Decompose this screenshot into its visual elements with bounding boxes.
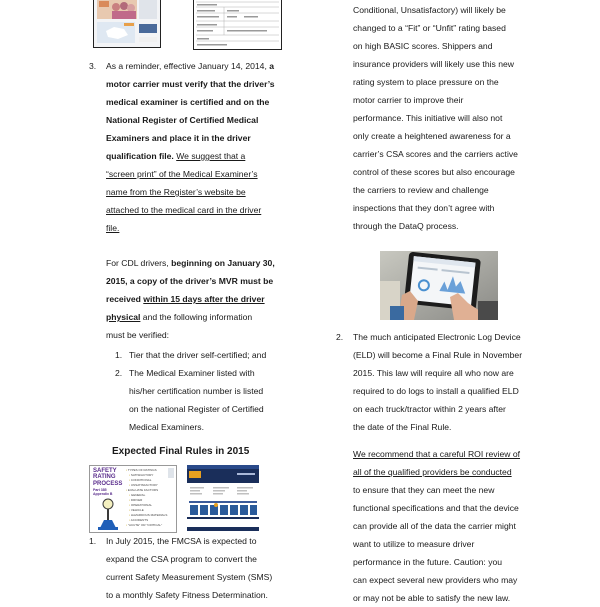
bullet-icon: ▪ [129,493,131,497]
text-line: changed to a “Fit” or “Unfit” rating based [353,23,506,33]
list-number: 2. [115,368,123,378]
text-line [353,499,519,517]
bullet-text: ACCIDENTS [130,518,149,522]
list-number: 1. [115,350,123,360]
safety-subtitle-line: Part 385 [93,488,107,492]
text-line: on high BASIC scores. Shippers and [353,41,493,51]
text-run: can provide all of the data the carrier might [353,521,516,531]
medical-form-screenshot [193,0,282,50]
bold-text: a [269,61,274,71]
bullet-icon: ▪ [129,503,131,507]
text-run: functional specifications and that the device [353,503,519,513]
sublist-line: The Medical Examiner listed with [129,368,255,378]
item-line: to a monthly Safety Fitness Determination. [106,590,268,600]
bullet-text: HAZARDOUS MATERIALS [130,513,168,517]
bullet-icon: ▪ [126,468,128,472]
text-line [106,201,261,219]
item-line: required to do logs to install a qualified ELD [353,386,519,396]
text-run: or may not be able to satisfy the new law. [353,593,511,603]
item-line: on each truck/tractor within 2 years after [353,404,506,414]
bullet-text: UNSATISFACTORY [130,483,158,487]
item-line: 2015. This law will require all who now are [353,368,514,378]
bullet-icon: ▪ [126,488,128,492]
list-number: 3. [89,61,97,71]
bold-text: qualification file. [106,151,174,161]
sublist-line: on the national Register of Certified [129,404,264,414]
text-line: insurance providers will likely use this new [353,59,514,69]
safety-subtitle-line: Appendix B [93,492,113,496]
text-run: performance in the future. Caution: you [353,557,503,567]
text-line [106,308,252,326]
underlined-text: attached to the medical card in the driver [106,205,262,215]
bold-text: 2015, a copy of the driver’s MVR must be [106,276,274,286]
text-line [106,219,119,237]
text-run: want to utilize to measure driver [353,539,475,549]
website-thumbnail-graphic [94,0,160,47]
bullet-text: TYPES OF RATINGS [127,468,157,472]
item-line: In July 2015, the FMCSA is expected to [106,536,257,546]
bullet-icon: ▪ [129,508,131,512]
bullet-icon: ▪ [129,483,131,487]
text-line [353,481,494,499]
form-thumbnail-graphic [194,0,281,49]
bullet-text: GENERAL [130,493,146,497]
item-line: current Safety Measurement System (SMS) [106,572,273,582]
text-line: motor carrier to improve their [353,95,464,105]
underlined-text: physical [106,312,141,322]
text-line: through the DataQ process. [353,221,459,231]
text-line [106,326,169,344]
rating-bullet [126,523,167,528]
bullet-text: EVALUATE FACTORS [127,488,159,492]
bullet-icon: ▪ [129,473,131,477]
text-line [106,254,275,272]
text-line [106,290,265,308]
text-line [106,111,258,129]
portal-graphic [187,465,259,531]
safety-title-line: RATING [93,474,116,481]
safety-title-line: SAFETY [93,468,117,474]
text-line [106,165,258,183]
list-number: 2. [336,332,344,342]
safety-title [93,468,122,487]
section-heading: Expected Final Rules in 2015 [112,446,250,457]
item-line: the date of the Final Rule. [353,422,452,432]
text-line [353,517,516,535]
sublist-line: Medical Examiners. [129,422,204,432]
text-line [353,445,520,463]
safety-subtitle [93,488,112,496]
text-line [106,75,275,93]
bullet-text: DRIVER [130,498,143,502]
bullet-icon: ▪ [129,478,131,482]
bullet-text: SATISFACTORY [130,473,154,477]
text-line [106,129,251,147]
text-line [106,272,273,290]
item-line: (ELD) will become a Final Rule in November [353,350,523,360]
text-run: must be verified: [106,330,170,340]
safety-title-line: PROCESS [93,480,123,487]
text-line: rating system to place pressure on the [353,77,499,87]
text-run: to ensure that they can meet the new [353,485,495,495]
text-line [353,589,510,607]
underlined-text: We suggest that a [176,151,246,161]
bullet-icon: ▪ [129,498,131,502]
text-line [353,553,502,571]
bullet-text: "ACUTE" OR "CRITICAL" [127,523,163,527]
bullet-icon: ▪ [129,518,131,522]
underlined-text: We recommend that a careful ROI review of [353,449,521,459]
bold-text: National Register of Certified Medical [106,115,259,125]
underlined-text: name from the Register’s website be [106,187,246,197]
text-line [353,571,517,589]
bold-text: motor carrier must verify that the driver’s [106,79,275,89]
scale-icon [96,498,120,530]
text-line [106,57,274,75]
rating-types-list [126,468,167,528]
item-line: The much anticipated Electronic Log Device [353,332,521,342]
logo-mark [168,468,174,478]
bold-text: Examiners and place it in the driver [106,133,251,143]
text-line: carrier’s CSA scores and the carriers active [353,149,518,159]
sublist-line: Tier that the driver self-certified; and [129,350,267,360]
text-line [106,183,246,201]
text-line: inspections that they don’t agree with [353,203,495,213]
bold-text: beginning on January 30, [171,258,275,268]
sublist-line: his/her certification number is listed [129,386,264,396]
tablet-analytics-photo [380,251,498,320]
bullet-text: OPERATIONAL [130,503,153,507]
text-line: control of these scores but also encourage [353,167,515,177]
underlined-text: within 15 days after the driver [143,294,265,304]
safety-rating-process-image [89,465,177,533]
text-line [353,463,512,481]
text-run: As a reminder, effective January 14, 2014, [106,61,270,71]
text-line [353,535,474,553]
underlined-text: file. [106,223,120,233]
bullet-icon: ▪ [126,523,128,527]
text-run: and the following information [140,312,253,322]
text-line: Conditional, Unsatisfactory) will likely be [353,5,506,15]
underlined-text: “screen print” of the Medical Examiner’s [106,169,258,179]
item-line: expand the CSA program to convert the [106,554,257,564]
bold-text: received [106,294,144,304]
underlined-text: all of the qualified providers be conducted [353,467,512,477]
text-line: only create a heightened awareness for a [353,131,511,141]
bold-text: medical examiner is certified and on the [106,97,270,107]
bullet-text: VEHICLE [130,508,144,512]
text-line: performance. This initiative will also not [353,113,503,123]
text-run: For CDL drivers, [106,258,172,268]
tablet-photo-graphic [380,251,498,320]
fmcsa-website-screenshot [93,0,161,48]
text-line: the carriers to review and challenge [353,185,489,195]
text-line [106,93,269,111]
csa-portal-screenshot [187,465,259,531]
bullet-text: CONDITIONAL [130,478,152,482]
text-run: can expect several new providers who may [353,575,518,585]
list-number: 1. [89,536,97,546]
text-line [106,147,245,165]
bullet-icon: ▪ [129,513,131,517]
